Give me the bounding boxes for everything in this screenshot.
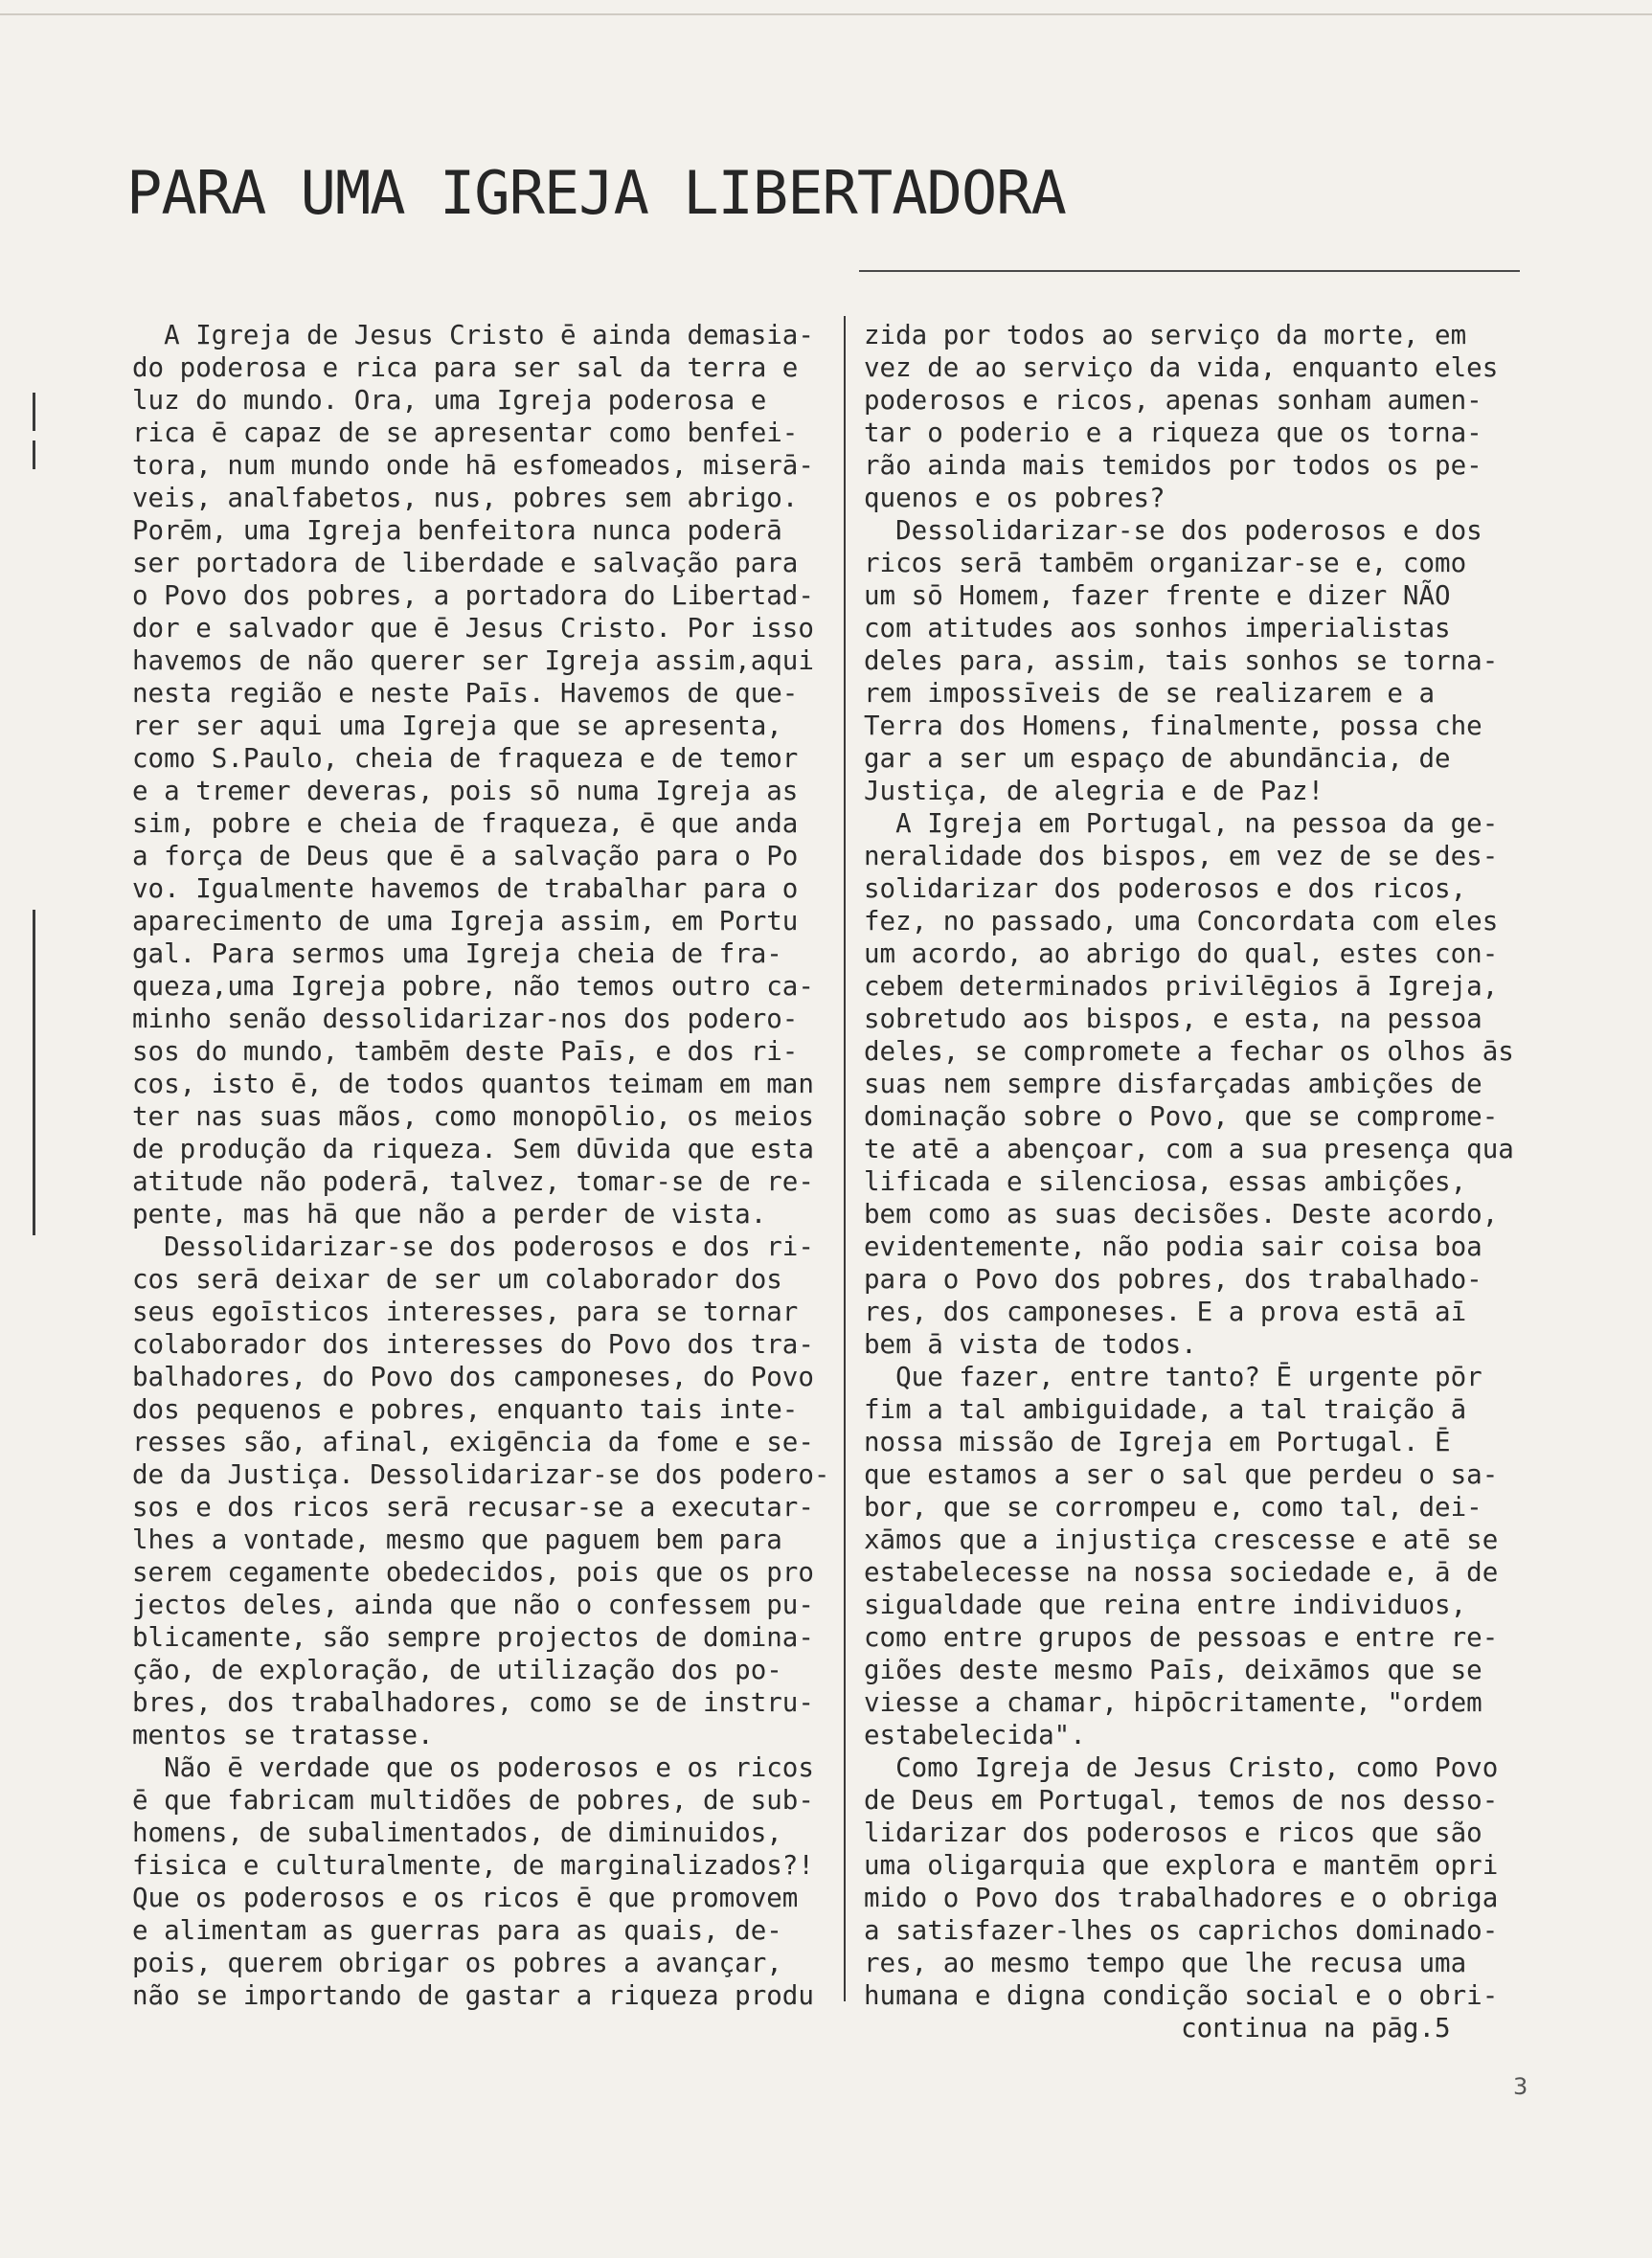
text-line: suas nem sempre disfarçadas ambições de	[864, 1069, 1482, 1099]
text-line: de Deus em Portugal, temos de nos desso-	[864, 1785, 1499, 1816]
text-line: fez, no passado, uma Concordata com eles	[864, 906, 1499, 937]
text-line: mido o Povo dos trabalhadores e o obriga	[864, 1883, 1499, 1913]
text-line: res, ao mesmo tempo que lhe recusa uma	[864, 1948, 1467, 1978]
text-line: bres, dos trabalhadores, como se de instru-	[132, 1687, 814, 1718]
text-line: que estamos a ser o sal que perdeu o sa-	[864, 1459, 1499, 1490]
text-line: ter nas suas mãos, como monopōlio, os meios	[132, 1101, 814, 1132]
text-line: a força de Deus que ē a salvação para o Po	[132, 841, 799, 871]
text-line: Que os poderosos e os ricos ē que promovem	[132, 1883, 799, 1913]
binding-mark	[33, 440, 35, 469]
text-line: gar a ser um espaço de abundāncia, de	[864, 743, 1451, 774]
text-line: não se importando de gastar a riqueza produ	[132, 1980, 814, 2011]
text-line: solidarizar dos poderosos e dos ricos,	[864, 873, 1467, 904]
text-line: cos, isto ē, de todos quantos teimam em man	[132, 1069, 814, 1099]
text-line: sim, pobre e cheia de fraqueza, ē que anda	[132, 808, 799, 839]
text-line: atitude não poderā, talvez, tomar-se de re-	[132, 1166, 814, 1197]
text-line: deles, se compromete a fechar os olhos ās	[864, 1036, 1514, 1067]
text-line: neralidade dos bispos, em vez de se des-	[864, 841, 1499, 871]
text-line: humana e digna condição social e o obri-	[864, 1980, 1499, 2011]
right-column-text	[864, 319, 1514, 2044]
page-title: PARA UMA IGREJA LIBERTADORA	[126, 158, 1066, 228]
text-line: pente, mas hā que não a perder de vista.	[132, 1199, 767, 1230]
text-line: fisica e culturalmente, de marginalizados?!	[132, 1850, 814, 1881]
text-line: a satisfazer-lhes os caprichos dominado-	[864, 1915, 1499, 1946]
text-line: Justiça, de alegria e de Paz!	[864, 776, 1324, 806]
column-divider	[844, 316, 846, 2001]
text-line: bem ā vista de todos.	[864, 1329, 1197, 1360]
text-line: vez de ao serviço da vida, enquanto eles	[864, 352, 1499, 383]
text-line: tora, num mundo onde hā esfomeados, miserā-	[132, 450, 814, 481]
text-line: ção, de exploração, de utilização dos po-	[132, 1655, 782, 1685]
text-line: Não ē verdade que os poderosos e os ricos	[132, 1752, 814, 1783]
text-line: poderosos e ricos, apenas sonham aumen-	[864, 385, 1482, 416]
text-line: serem cegamente obedecidos, pois que os pro	[132, 1557, 814, 1588]
text-line: tar o poderio e a riqueza que os torna-	[864, 418, 1482, 448]
text-line: sos do mundo, tambēm deste Paīs, e dos ri-	[132, 1036, 799, 1067]
text-line: mentos se tratasse.	[132, 1720, 434, 1750]
text-line: rer ser aqui uma Igreja que se apresenta,	[132, 711, 782, 741]
text-line: um acordo, ao abrigo do qual, estes con-	[864, 938, 1499, 969]
page-edge	[0, 13, 1652, 15]
text-line: fim a tal ambiguidade, a tal traição ā	[864, 1394, 1467, 1425]
text-line: A Igreja de Jesus Cristo ē ainda demasia-	[132, 320, 814, 350]
text-line: como entre grupos de pessoas e entre re-	[864, 1622, 1499, 1653]
text-line: A Igreja em Portugal, na pessoa da ge-	[864, 808, 1499, 839]
text-line: dominação sobre o Povo, que se comprome-	[864, 1101, 1499, 1132]
text-line: evidentemente, não podia sair coisa boa	[864, 1231, 1482, 1262]
text-line: luz do mundo. Ora, uma Igreja poderosa e	[132, 385, 767, 416]
text-line: um sō Homem, fazer frente e dizer NÃO	[864, 580, 1451, 611]
text-line: sobretudo aos bispos, e esta, na pessoa	[864, 1004, 1482, 1034]
text-line: dor e salvador que ē Jesus Cristo. Por isso	[132, 613, 814, 644]
text-line: res, dos camponeses. E a prova estā aī	[864, 1297, 1467, 1327]
text-line: bor, que se corrompeu e, como tal, dei-	[864, 1492, 1482, 1523]
text-line: seus egoīsticos interesses, para se tornar	[132, 1297, 799, 1327]
text-line: te atē a abençoar, com a sua presença qua	[864, 1134, 1514, 1164]
text-line: estabelecesse na nossa sociedade e, ā de	[864, 1557, 1499, 1588]
text-line: ricos serā tambēm organizar-se e, como	[864, 548, 1467, 578]
text-line: zida por todos ao serviço da morte, em	[864, 320, 1467, 350]
text-line: uma oligarquia que explora e mantēm opri	[864, 1850, 1499, 1881]
binding-mark	[33, 910, 35, 1235]
text-line: giões deste mesmo Paīs, deixāmos que se	[864, 1655, 1482, 1685]
text-line: de produção da riqueza. Sem dūvida que esta	[132, 1134, 814, 1164]
text-line: e a tremer deveras, pois sō numa Igreja as	[132, 776, 799, 806]
text-line: do poderosa e rica para ser sal da terra e	[132, 352, 799, 383]
text-line: nossa missão de Igreja em Portugal. Ē	[864, 1427, 1451, 1457]
text-line: como S.Paulo, cheia de fraqueza e de temor	[132, 743, 799, 774]
text-line: sigualdade que reina entre individuos,	[864, 1590, 1467, 1620]
text-line: continua na pāg.5	[864, 2013, 1451, 2043]
text-line: lificada e silenciosa, essas ambições,	[864, 1166, 1467, 1197]
left-column-text	[132, 319, 829, 2012]
text-line: rem impossīveis de se realizarem e a	[864, 678, 1436, 709]
text-line: queza,uma Igreja pobre, não temos outro ca-	[132, 971, 814, 1002]
text-line: jectos deles, ainda que não o confessem pu-	[132, 1590, 814, 1620]
text-line: vo. Igualmente havemos de trabalhar para o	[132, 873, 799, 904]
text-line: resses são, afinal, exigēncia da fome e se-	[132, 1427, 814, 1457]
text-line: cos serā deixar de ser um colaborador dos	[132, 1264, 782, 1295]
binding-mark	[33, 393, 35, 431]
text-line: aparecimento de uma Igreja assim, em Portu	[132, 906, 799, 937]
text-line: pois, querem obrigar os pobres a avançar,	[132, 1948, 782, 1978]
column-top-rule	[859, 270, 1520, 272]
text-line: estabelecida".	[864, 1720, 1086, 1750]
text-line: gal. Para sermos uma Igreja cheia de fra-	[132, 938, 782, 969]
text-line: xāmos que a injustiça crescesse e atē se	[864, 1524, 1499, 1555]
text-line: Como Igreja de Jesus Cristo, como Povo	[864, 1752, 1499, 1783]
text-line: deles para, assim, tais sonhos se torna-	[864, 645, 1499, 676]
text-line: nesta região e neste Paīs. Havemos de que-	[132, 678, 799, 709]
text-line: ser portadora de liberdade e salvação para	[132, 548, 799, 578]
text-line: lhes a vontade, mesmo que paguem bem para	[132, 1524, 782, 1555]
text-line: ē que fabricam multidões de pobres, de sub-	[132, 1785, 814, 1816]
text-line: o Povo dos pobres, a portadora do Libertad-	[132, 580, 814, 611]
text-line: e alimentam as guerras para as quais, de-	[132, 1915, 782, 1946]
text-line: Dessolidarizar-se dos poderosos e dos ri-	[132, 1231, 814, 1262]
text-line: rica ē capaz de se apresentar como benfei-	[132, 418, 799, 448]
text-line: homens, de subalimentados, de diminuidos,	[132, 1818, 782, 1848]
text-line: Que fazer, entre tanto? Ē urgente pōr	[864, 1362, 1482, 1392]
text-line: sos e dos ricos serā recusar-se a executar-	[132, 1492, 814, 1523]
text-line: balhadores, do Povo dos camponeses, do Povo	[132, 1362, 814, 1392]
text-line: minho senão dessolidarizar-nos dos podero-	[132, 1004, 799, 1034]
text-line: veis, analfabetos, nus, pobres sem abrigo.	[132, 483, 799, 513]
text-line: blicamente, são sempre projectos de domina-	[132, 1622, 814, 1653]
text-line: bem como as suas decisões. Deste acordo,	[864, 1199, 1499, 1230]
text-line: Terra dos Homens, finalmente, possa che	[864, 711, 1482, 741]
text-line: de da Justiça. Dessolidarizar-se dos podero-	[132, 1459, 830, 1490]
text-line: para o Povo dos pobres, dos trabalhado-	[864, 1264, 1482, 1295]
text-line: Dessolidarizar-se dos poderosos e dos	[864, 515, 1482, 546]
text-line: cebem determinados privilēgios ā Igreja,	[864, 971, 1499, 1002]
text-line: viesse a chamar, hipōcritamente, "ordem	[864, 1687, 1482, 1718]
text-line: rão ainda mais temidos por todos os pe-	[864, 450, 1482, 481]
text-line: quenos e os pobres?	[864, 483, 1165, 513]
text-line: com atitudes aos sonhos imperialistas	[864, 613, 1451, 644]
text-line: dos pequenos e pobres, enquanto tais inte-	[132, 1394, 799, 1425]
text-line: havemos de não querer ser Igreja assim,aqui	[132, 645, 814, 676]
text-line: Porēm, uma Igreja benfeitora nunca poderā	[132, 515, 782, 546]
text-line: lidarizar dos poderosos e ricos que são	[864, 1818, 1482, 1848]
text-line: colaborador dos interesses do Povo dos tra-	[132, 1329, 814, 1360]
page-number: 3	[1513, 2073, 1528, 2100]
